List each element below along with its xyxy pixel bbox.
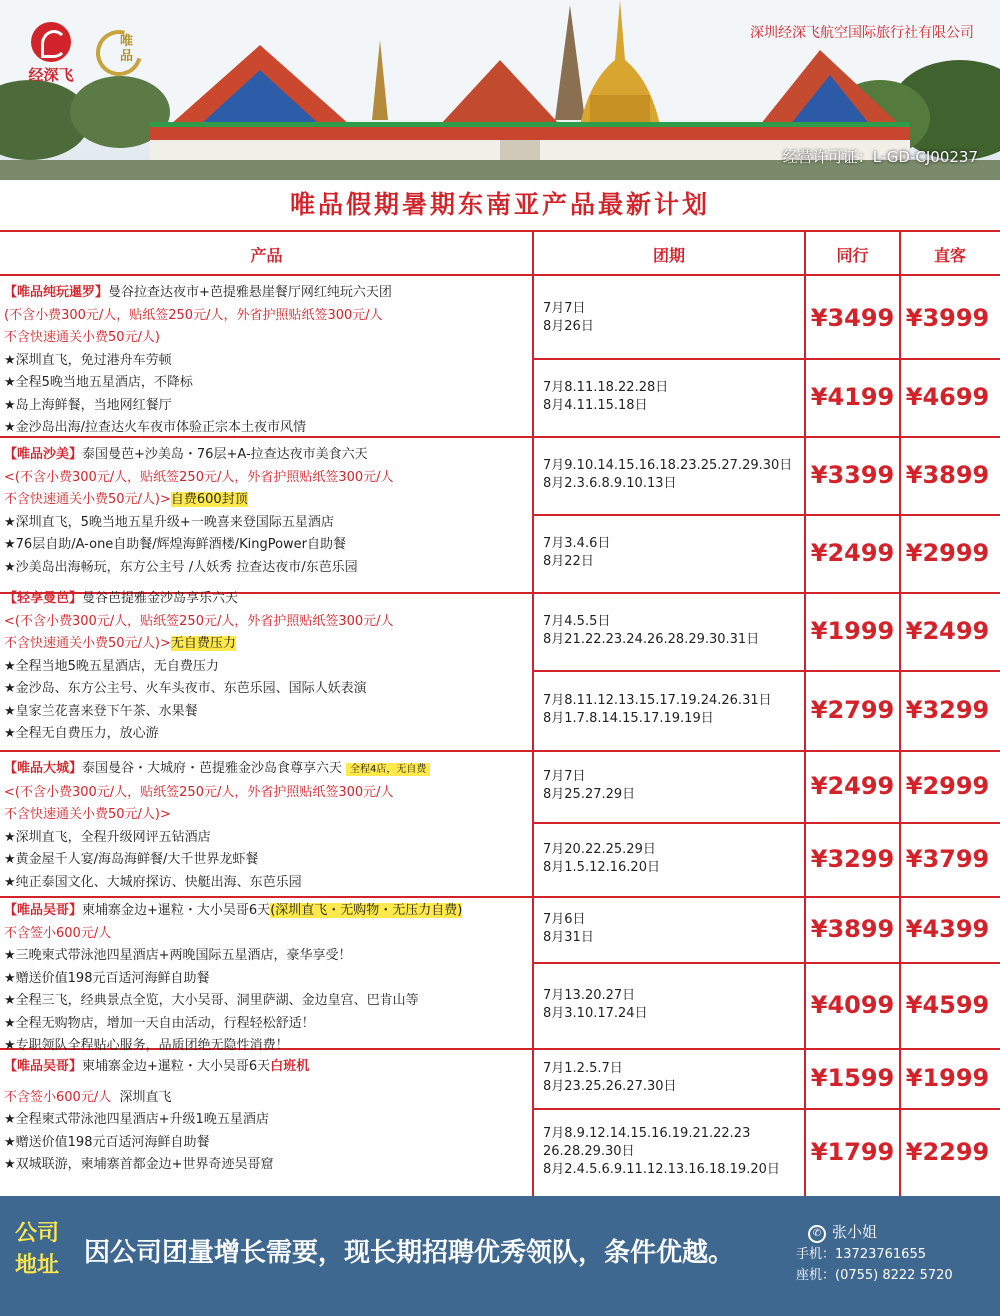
product-feature: ★双城联游，柬埔寨首都金边+世界奇迹吴哥窟 [4,1157,274,1172]
peer-price: ¥2499 [810,539,895,567]
product-feature: ★全程柬式带泳池四星酒店+升级1晚五星酒店 [4,1112,269,1127]
direct-price: ¥4599 [905,991,990,1019]
product-feature: ★三晚柬式带泳池四星酒店+两晚国际五星酒店，豪华享受！ [4,948,352,963]
peer-price: ¥3299 [810,845,895,873]
peer-price: ¥2799 [810,696,895,724]
peer-price: ¥3399 [810,461,895,489]
product-fee: 不含快速通关小费50元/人)> [4,807,171,822]
product-fee: (不含小费300元/人，贴纸签250元/人，外省护照贴纸签300元/人 [4,307,383,323]
jingshenfei-logo [20,22,82,85]
license-number: 经营许可证：L-GD-CJ00237 [782,148,978,166]
table-header [0,230,1000,276]
date-line: 7月3.4.6日 [543,536,611,551]
peer-price: ¥2499 [810,772,895,800]
product-feature: ★专职领队全程贴心服务，品质团绝无隐性消费！ [4,1038,289,1053]
date-line: 8月4.11.15.18日 [543,398,648,413]
product-feature: ★岛上海鲜餐，当地网红餐厅 [4,397,172,413]
product-desc: 曼谷拉查达夜市+芭提雅悬崖餐厅网红纯玩六天团 [108,285,392,300]
col-peer-price: 同行 [836,246,869,265]
page-title: 唯品假期暑期东南亚产品最新计划 [289,190,710,219]
row-dates [533,514,805,592]
product-block [0,282,533,440]
direct-price: ¥2499 [905,617,990,645]
row-dates [533,1048,805,1108]
product-desc: 泰国曼谷・大城府・芭提雅金沙岛食尊享六天 [82,761,343,776]
row-dates [533,358,805,436]
product-fee-note: 深圳直飞 [119,1089,172,1105]
direct-price: ¥4699 [905,383,990,411]
row-dates [533,436,805,514]
date-line: 8月21.22.23.24.26.28.29.30.31日 [543,632,760,647]
direct-price: ¥3899 [905,461,990,489]
product-feature: ★全程当地5晚五星酒店，无自费压力 [4,658,219,674]
phone-icon: ✆ [808,1225,826,1243]
direct-price: ¥3299 [905,696,990,724]
weipin-logo [92,26,148,82]
product-feature: ★沙美岛出海畅玩，东方公主号 /人妖秀 拉查达夜市/东芭乐园 [4,559,358,575]
date-line: 7月8.11.18.22.28日 [543,380,669,395]
date-line: 7月8.9.12.14.15.16.19.21.22.23 [543,1126,751,1141]
logo1-text: 经深飞 [28,66,74,84]
footer-label: 公司地址 [14,1221,59,1278]
header-banner [0,0,1000,180]
product-name: 【轻享曼芭】 [4,591,83,606]
product-block [0,1056,533,1177]
direct-price: ¥4399 [905,915,990,943]
product-block [0,444,533,579]
direct-price: ¥3799 [905,845,990,873]
row-dates [533,670,805,750]
date-line: 7月20.22.25.29日 [543,842,656,857]
date-line: 7月7日 [543,301,586,316]
date-line: 7月6日 [543,912,586,927]
product-name: 【唯品纯玩暹罗】 [4,285,109,300]
contact-info [796,1222,953,1286]
row-dates [533,278,805,358]
date-line: 8月23.25.26.27.30日 [543,1079,677,1094]
product-table [0,230,1000,276]
direct-price: ¥2999 [905,539,990,567]
col-direct-price: 直客 [933,246,966,265]
date-line: 8月26日 [543,319,594,334]
product-fee: <(不含小费300元/人，贴纸签250元/人，外省护照贴纸签300元/人 [4,469,394,485]
col-dates: 团期 [652,246,685,265]
direct-price: ¥1999 [905,1064,990,1092]
direct-price: ¥3999 [905,304,990,332]
logo2-text: 唯品 [120,34,134,64]
arc-icon [88,22,151,85]
row-dates [533,592,805,670]
product-block [0,758,533,894]
product-feature: ★76层自助/A-one自助餐/辉煌海鲜酒楼/KingPower自助餐 [4,537,346,552]
date-line: 8月1.5.12.16.20日 [543,860,660,875]
row-dates [533,750,805,822]
highlight-badge: 全程4店，无自费 [346,763,430,776]
product-fee: 不含签小600元/人 [4,1089,112,1105]
product-feature: ★赠送价值198元百适河海鲜自助餐 [4,970,210,986]
product-fee: 不含快速通关小费50元/人)> [4,492,171,507]
product-desc: 柬埔寨金边+暹粒・大小吴哥6天 [82,1059,271,1074]
direct-price: ¥2299 [905,1138,990,1166]
peer-price: ¥3499 [810,304,895,332]
product-feature: ★深圳直飞，5晚当地五星升级+一晚喜来登国际五星酒店 [4,514,334,530]
date-line: 8月3.10.17.24日 [543,1006,648,1021]
date-line: 7月13.20.27日 [543,988,636,1003]
product-name: 【唯品吴哥】 [4,903,83,918]
contact-landline: 座机：(0755) 8222 5720 [796,1268,953,1283]
date-line: 7月7日 [543,769,586,784]
row-dates [533,962,805,1048]
contact-mobile: 手机：13723761655 [796,1247,926,1262]
peer-price: ¥1599 [810,1064,895,1092]
row-dates [533,822,805,896]
col-product: 产品 [250,246,283,265]
phoenix-icon [31,22,71,62]
product-feature: ★金沙岛出海/拉查达火车夜市体验正宗本土夜市风情 [4,420,307,435]
direct-price: ¥2999 [905,772,990,800]
product-desc: 曼谷芭提雅金沙岛享乐六天 [82,591,239,606]
date-line: 26.28.29.30日 [543,1144,635,1159]
product-feature: ★纯正泰国文化、大城府探访、快艇出海、东芭乐园 [4,874,302,890]
product-feature: ★金沙岛、东方公主号、火车头夜市、东芭乐园、国际人妖表演 [4,681,367,696]
product-feature: ★黄金屋千人宴/海岛海鲜餐/大千世界龙虾餐 [4,852,259,867]
product-block [0,588,533,746]
product-fee: 不含快速通关小费50元/人)> [4,636,171,651]
peer-price: ¥1799 [810,1138,895,1166]
date-line: 8月25.27.29日 [543,787,636,802]
date-line: 7月4.5.5日 [543,614,611,629]
product-feature: ★深圳直飞，全程升级网评五钻酒店 [4,829,211,845]
date-line: 8月22日 [543,554,594,569]
date-line: 8月2.4.5.6.9.11.12.13.16.18.19.20日 [543,1162,780,1177]
product-fee: 不含快速通关小费50元/人) [4,330,160,345]
row-dates [533,896,805,962]
footer [0,1196,1000,1316]
product-block [0,900,533,1058]
date-line: 8月1.7.8.14.15.17.19.19日 [543,711,714,726]
highlight-badge: 自费600封顶 [170,492,248,507]
product-feature: ★全程5晚当地五星酒店，不降标 [4,375,193,390]
product-name: 【唯品大城】 [4,761,83,776]
product-feature: ★全程三飞，经典景点全览，大小吴哥、洞里萨湖、金边皇宫、巴肯山等 [4,993,419,1008]
date-line: 7月8.11.12.13.15.17.19.24.26.31日 [543,693,772,708]
recruit-message: 因公司团量增长需要，现长期招聘优秀领队，条件优越。 [84,1238,735,1268]
product-fee: <(不含小费300元/人，贴纸签250元/人，外省护照贴纸签300元/人 [4,613,394,629]
date-line: 7月1.2.5.7日 [543,1061,623,1076]
product-feature: ★皇家兰花喜来登下午茶、水果餐 [4,703,198,719]
product-name: 【唯品沙美】 [4,447,83,462]
product-desc: 柬埔寨金边+暹粒・大小吴哥6天 [82,903,271,918]
product-feature: ★深圳直飞，免过港舟车劳顿 [4,352,172,368]
product-fee: 不含签小600元/人 [4,925,112,941]
product-feature: ★全程无自费压力，放心游 [4,726,159,741]
date-line: 8月31日 [543,930,594,945]
product-tag: 白班机 [270,1059,310,1074]
product-fee: <(不含小费300元/人，贴纸签250元/人，外省护照贴纸签300元/人 [4,784,394,800]
product-name: 【唯品吴哥】 [4,1059,83,1074]
highlight-badge: (深圳直飞・无购物・无压力自费) [270,903,463,918]
date-line: 8月2.3.6.8.9.10.13日 [543,476,677,491]
contact-name: 张小姐 [832,1223,878,1241]
product-desc: 泰国曼芭+沙美岛・76层+A-拉查达夜市美食六天 [82,447,368,462]
date-line: 7月9.10.14.15.16.18.23.25.27.29.30日 [543,458,793,473]
peer-price: ¥4199 [810,383,895,411]
highlight-badge: 无自费压力 [170,636,236,651]
peer-price: ¥4099 [810,991,895,1019]
product-feature: ★全程无购物店，增加一天自由活动，行程轻松舒适！ [4,1015,315,1031]
peer-price: ¥1999 [810,617,895,645]
row-dates [533,1108,805,1196]
product-feature: ★赠送价值198元百适河海鲜自助餐 [4,1134,210,1150]
peer-price: ¥3899 [810,915,895,943]
company-name: 深圳经深飞航空国际旅行社有限公司 [750,25,974,41]
